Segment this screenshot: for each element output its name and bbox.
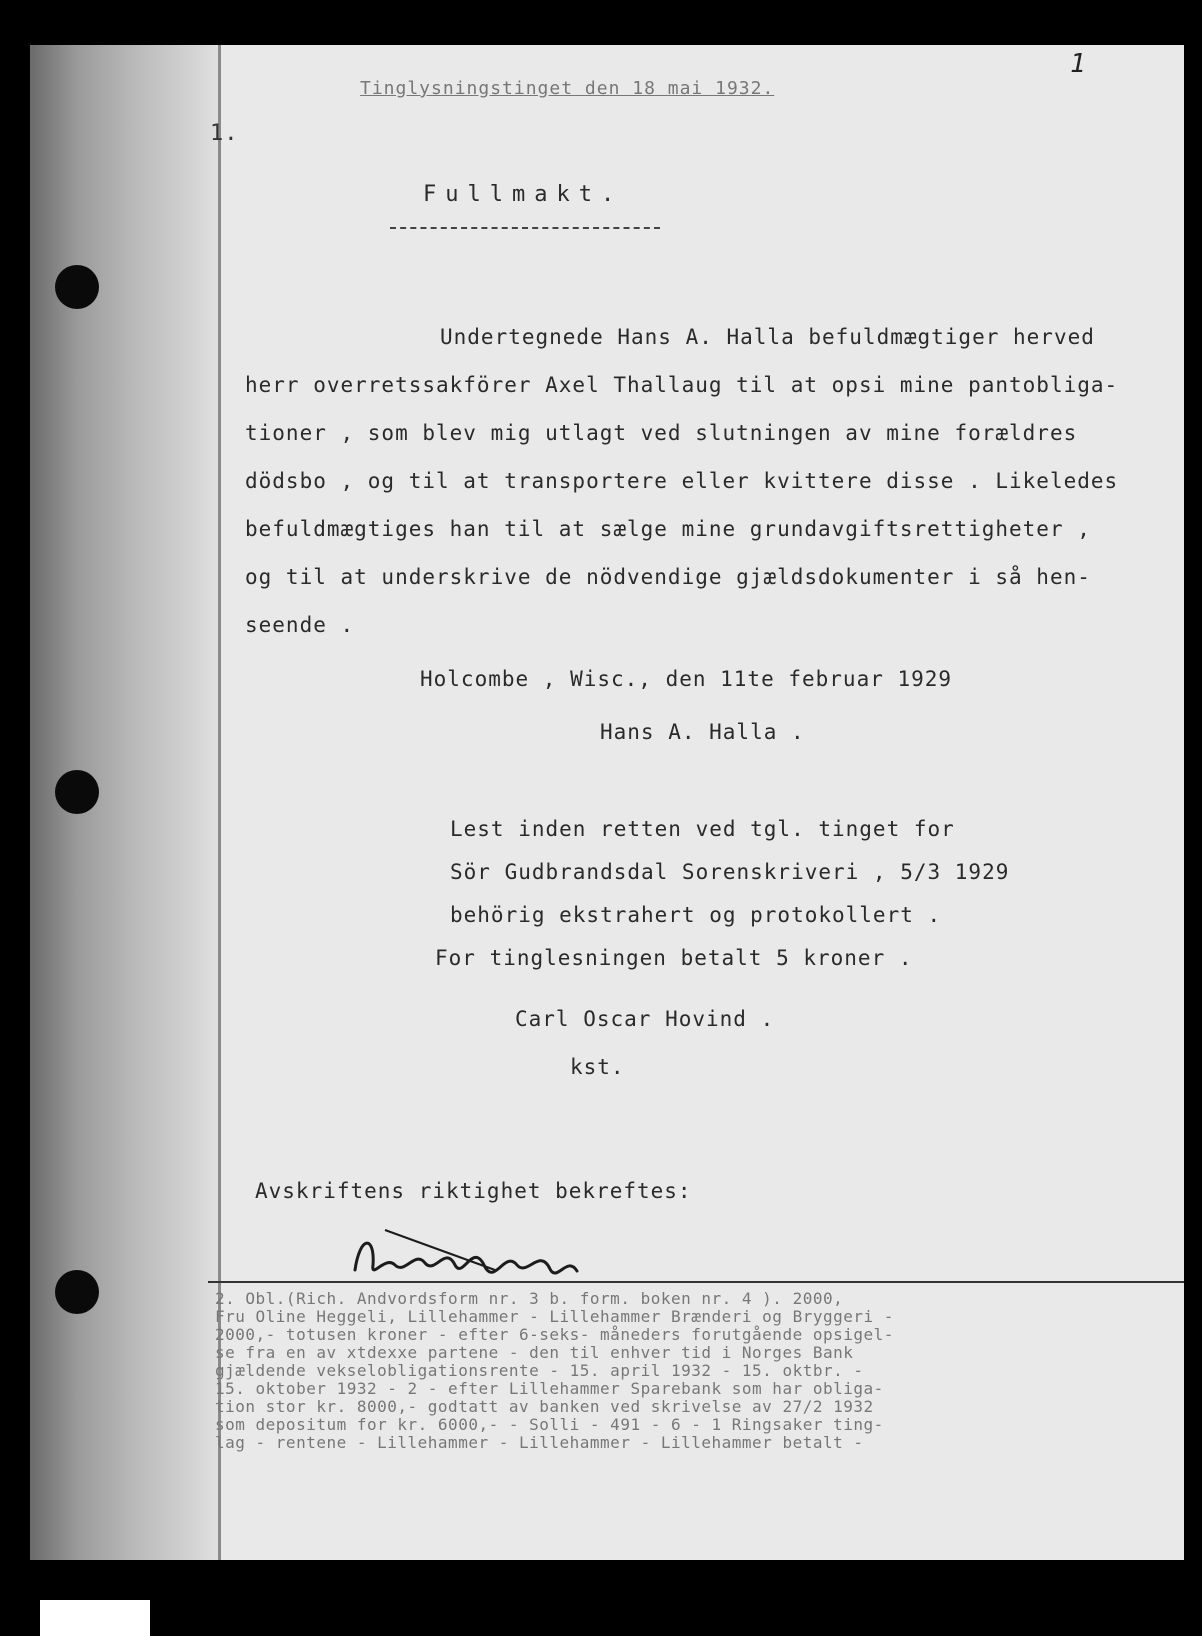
- entry-line: gjældende vekselobligationsrente - 15. april 1932 - 15. oktbr. -: [215, 1361, 864, 1380]
- page-number: 1: [1070, 49, 1087, 79]
- punch-hole: [55, 1270, 99, 1314]
- court-line: Sör Gudbrandsdal Sorenskriveri , 5/3 1929: [450, 860, 1010, 884]
- court-line: For tinglesningen betalt 5 kroner .: [435, 946, 913, 970]
- document-header: Tinglysningstinget den 18 mai 1932.: [360, 78, 775, 99]
- body-line: herr overretssakförer Axel Thallaug til at opsi mine pantobliga-: [245, 373, 1119, 397]
- clerk-title: kst.: [570, 1055, 625, 1079]
- signer-name: Hans A. Halla .: [600, 720, 805, 744]
- entry-number: 1.: [210, 121, 239, 146]
- court-line: Lest inden retten ved tgl. tinget for: [450, 817, 955, 841]
- document-title: Fullmakt.: [423, 182, 624, 207]
- entry-line: se fra en av xtdexxe partene - den til enhver tid i Norges Bank: [215, 1343, 854, 1362]
- punch-hole: [55, 770, 99, 814]
- entry-line: tion stor kr. 8000,- godtatt av banken ved skrivelse av 27/2 1932: [215, 1397, 874, 1416]
- entry-line: som depositum for kr. 6000,- - Solli - 491 - 6 - 1 Ringsaker ting-: [215, 1415, 884, 1434]
- punch-hole: [55, 265, 99, 309]
- body-line: dödsbo , og til at transportere eller kvittere disse . Likeledes: [245, 469, 1119, 493]
- body-line: seende .: [245, 613, 355, 637]
- body-line: og til at underskrive de nödvendige gjældsdokumenter i så hen-: [245, 565, 1091, 589]
- certification-text: Avskriftens riktighet bekreftes:: [255, 1179, 692, 1203]
- body-line: tioner , som blev mig utlagt ved slutningen av mine forældres: [245, 421, 1078, 445]
- handwritten-signature: [345, 1225, 605, 1295]
- document-page: [30, 45, 1184, 1560]
- title-underline: [390, 227, 660, 229]
- clerk-name: Carl Oscar Hovind .: [515, 1007, 775, 1031]
- court-line: behörig ekstrahert og protokollert .: [450, 903, 942, 927]
- scan-marker: [40, 1600, 150, 1636]
- section-divider: [208, 1281, 1184, 1283]
- place-date: Holcombe , Wisc., den 11te februar 1929: [420, 667, 953, 691]
- entry-line: Fru Oline Heggeli, Lillehammer - Lillehammer Brænderi og Bryggeri -: [215, 1307, 894, 1326]
- body-line: Undertegnede Hans A. Halla befuldmægtiger herved: [440, 325, 1095, 349]
- entry-line: 2000,- totusen kroner - efter 6-seks- måneders forutgående opsigel-: [215, 1325, 894, 1344]
- entry-line: 15. oktober 1932 - 2 - efter Lillehammer Sparebank som har obliga-: [215, 1379, 884, 1398]
- entry-line: lag - rentene - Lillehammer - Lillehammer - Lillehammer betalt -: [215, 1433, 864, 1452]
- next-entry-text: [215, 1290, 894, 1452]
- body-line: befuldmægtiges han til at sælge mine grundavgiftsrettigheter ,: [245, 517, 1091, 541]
- entry-line: 2. Obl.(Rich. Andvordsform nr. 3 b. form. boken nr. 4 ). 2000,: [215, 1289, 844, 1308]
